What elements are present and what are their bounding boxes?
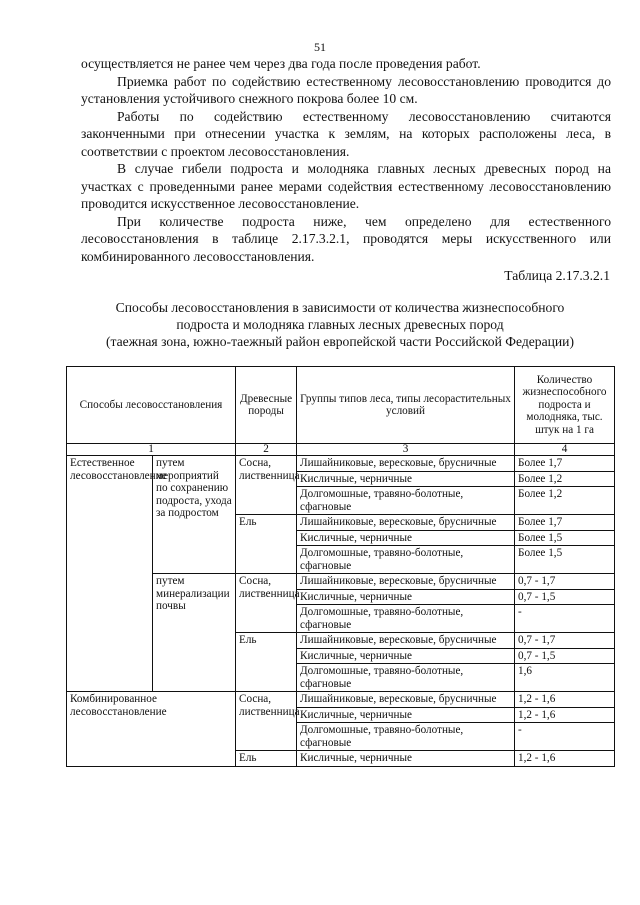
- header-species: Древесные породы: [236, 367, 297, 444]
- forest-type-cell: Лишайниковые, вересковые, брусничные: [297, 633, 515, 649]
- forest-type-cell: Кисличные, черничные: [297, 530, 515, 546]
- table-row: [67, 692, 615, 708]
- column-number: 4: [515, 444, 615, 456]
- quantity-cell: 0,7 - 1,7: [515, 633, 615, 649]
- forest-type-cell: Долгомошные, травяно-болотные, сфагновые: [297, 723, 515, 751]
- quantity-cell: 1,2 - 1,6: [515, 692, 615, 708]
- table-row: [67, 456, 615, 472]
- page-number: 51: [314, 40, 326, 54]
- table-title-line: подроста и молодняка главных лесных древесных пород: [176, 317, 504, 332]
- species-cell: Ель: [236, 751, 297, 767]
- quantity-cell: Более 1,7: [515, 515, 615, 531]
- method-cell: Естественное лесовосстановление: [67, 456, 153, 692]
- forest-type-cell: Кисличные, черничные: [297, 751, 515, 767]
- forest-type-cell: Кисличные, черничные: [297, 471, 515, 487]
- quantity-cell: Более 1,5: [515, 546, 615, 574]
- table-title-line: Способы лесовосстановления в зависимости от количества жизнеспособного: [115, 300, 565, 315]
- forest-type-cell: Кисличные, черничные: [297, 648, 515, 664]
- column-number: 3: [297, 444, 515, 456]
- species-cell: Сосна, лиственница: [236, 574, 297, 633]
- paragraph: Приемка работ по содействию естественному лесовосстановлению проводится до установления устойчивого снежного покрова более 10 см.: [81, 73, 611, 106]
- quantity-cell: 1,2 - 1,6: [515, 751, 615, 767]
- body-text: [81, 55, 611, 265]
- header-quantity: Количество жизнеспособного подроста и молодняка, тыс. штук на 1 га: [515, 367, 615, 444]
- column-number: 1: [67, 444, 236, 456]
- quantity-cell: 1,6: [515, 664, 615, 692]
- paragraph: Работы по содействию естественному лесовосстановлению считаются законченными при отнесении участка к землям, на которых расположены леса, в соответствии с проектом лесовосстановления.: [81, 108, 611, 159]
- forest-type-cell: Лишайниковые, вересковые, брусничные: [297, 692, 515, 708]
- column-number: 2: [236, 444, 297, 456]
- forest-type-cell: Лишайниковые, вересковые, брусничные: [297, 456, 515, 472]
- paragraph: В случае гибели подроста и молодняка главных лесных древесных пород на участках с проведенными ранее мерами содействия естественному лесовосстановлению проводится искусственное лесовосстановление.: [81, 161, 611, 211]
- column-number-row: [67, 444, 615, 456]
- species-cell: Сосна, лиственница: [236, 456, 297, 515]
- paragraph: При количестве подроста ниже, чем определено для естественного лесовосстановления в таблице 2.17.3.2.1, проводятся меры искусственного или комбинированного лесовосстановления.: [81, 213, 611, 264]
- table-reference: Таблица 2.17.3.2.1: [504, 268, 610, 283]
- forest-type-cell: Долгомошные, травяно-болотные, сфагновые: [297, 546, 515, 574]
- species-cell: Ель: [236, 515, 297, 574]
- quantity-cell: Более 1,2: [515, 487, 615, 515]
- quantity-cell: -: [515, 723, 615, 751]
- forest-type-cell: Долгомошные, травяно-болотные, сфагновые: [297, 605, 515, 633]
- quantity-cell: 0,7 - 1,7: [515, 574, 615, 590]
- quantity-cell: -: [515, 605, 615, 633]
- quantity-cell: Более 1,2: [515, 471, 615, 487]
- forest-type-cell: Кисличные, черничные: [297, 589, 515, 605]
- table-title-line: (таежная зона, южно-таежный район европейской части Российской Федерации): [106, 334, 574, 349]
- quantity-cell: 0,7 - 1,5: [515, 648, 615, 664]
- forest-type-cell: Долгомошные, травяно-болотные, сфагновые: [297, 487, 515, 515]
- paragraph: осуществляется не ранее чем через два года после проведения работ.: [81, 56, 481, 71]
- method-cell: Комбинированное лесовосстановление: [67, 692, 236, 767]
- forest-type-cell: Кисличные, черничные: [297, 707, 515, 723]
- quantity-cell: Более 1,5: [515, 530, 615, 546]
- forest-type-cell: Лишайниковые, вересковые, брусничные: [297, 515, 515, 531]
- species-cell: Сосна, лиственница: [236, 692, 297, 751]
- header-methods: Способы лесовосстановления: [67, 367, 236, 444]
- reforestation-table: [66, 366, 615, 767]
- forest-type-cell: Лишайниковые, вересковые, брусничные: [297, 574, 515, 590]
- submethod-cell: путем мероприятий по сохранению подроста, ухода за подростом: [153, 456, 236, 574]
- table-title: [60, 299, 620, 350]
- header-groups: Группы типов леса, типы лесорастительных условий: [297, 367, 515, 444]
- quantity-cell: 0,7 - 1,5: [515, 589, 615, 605]
- species-cell: Ель: [236, 633, 297, 692]
- quantity-cell: Более 1,7: [515, 456, 615, 472]
- table-header-row: [67, 367, 615, 444]
- forest-type-cell: Долгомошные, травяно-болотные, сфагновые: [297, 664, 515, 692]
- quantity-cell: 1,2 - 1,6: [515, 707, 615, 723]
- submethod-cell: путем минерализации почвы: [153, 574, 236, 692]
